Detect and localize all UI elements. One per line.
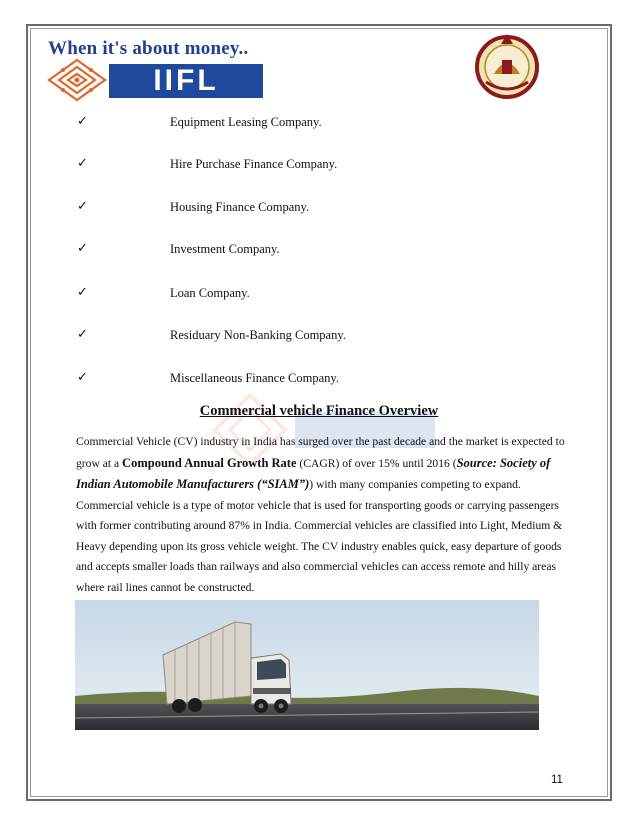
- iifl-logo-text: IIFL: [109, 64, 263, 98]
- list-item: [77, 198, 497, 218]
- checkmark-icon: ✓: [77, 370, 88, 385]
- checkmark-icon: ✓: [77, 285, 88, 300]
- section-heading: Commercial vehicle Finance Overview: [199, 403, 439, 419]
- list-item-text: Housing Finance Company.: [170, 200, 310, 214]
- checkmark-icon: ✓: [77, 241, 88, 256]
- list-item: [77, 113, 497, 133]
- paragraph-line: with former contributing around 87% in India. Commercial vehicles are classified into Light, Medium &: [76, 519, 563, 532]
- checkmark-icon: ✓: [77, 327, 88, 342]
- text-run: grow at a: [76, 456, 123, 470]
- list-item-text: Hire Purchase Finance Company.: [170, 157, 338, 171]
- source-citation: Indian Automobile Manufacturers (“SIAM”): [76, 477, 310, 491]
- paragraph-line: where rail lines cannot be constructed.: [76, 580, 255, 594]
- list-item-text: Investment Company.: [170, 242, 280, 256]
- truck-photo: [75, 600, 539, 730]
- body-paragraph: [76, 432, 576, 598]
- checkmark-icon: ✓: [77, 199, 88, 214]
- list-item: [77, 369, 497, 389]
- checkmark-icon: ✓: [77, 114, 88, 129]
- paragraph-line: Commercial Vehicle (CV) industry in India has surged over the past decade and the market is expected to: [76, 435, 565, 448]
- university-seal-icon: [472, 30, 542, 102]
- list-item: [77, 240, 497, 260]
- paragraph-line: [76, 453, 576, 475]
- list-item: [77, 284, 497, 304]
- text-run: ) with many companies competing to expand.: [309, 478, 521, 491]
- paragraph-line: [76, 474, 576, 496]
- paragraph-line: Commercial vehicle is a type of motor vehicle that is used for transporting goods or carrying passengers: [76, 498, 559, 512]
- paragraph-line: and accepts smaller loads than railways and also commercial vehicles can access remote and hilly areas: [76, 560, 556, 573]
- list-item-text: Residuary Non-Banking Company.: [170, 328, 346, 342]
- checkmark-icon: ✓: [77, 156, 88, 171]
- brand-tagline: When it's about money..: [48, 38, 249, 59]
- page-number: 11: [551, 774, 563, 786]
- paragraph-line: Heavy depending upon its gross vehicle weight. The CV industry enables quick, easy departure of goods: [76, 539, 562, 553]
- list-item-text: Equipment Leasing Company.: [170, 115, 322, 129]
- source-citation: Source: Society of: [456, 455, 551, 470]
- list-item: [77, 326, 497, 346]
- list-item-text: Miscellaneous Finance Company.: [170, 371, 339, 385]
- list-item: [77, 155, 497, 175]
- cagr-term: Compound Annual Growth Rate: [122, 455, 297, 470]
- list-item-text: Loan Company.: [170, 286, 250, 300]
- iifl-logo-mark-icon: [47, 58, 107, 102]
- text-run: (CAGR) of over 15% until 2016 (: [296, 456, 457, 470]
